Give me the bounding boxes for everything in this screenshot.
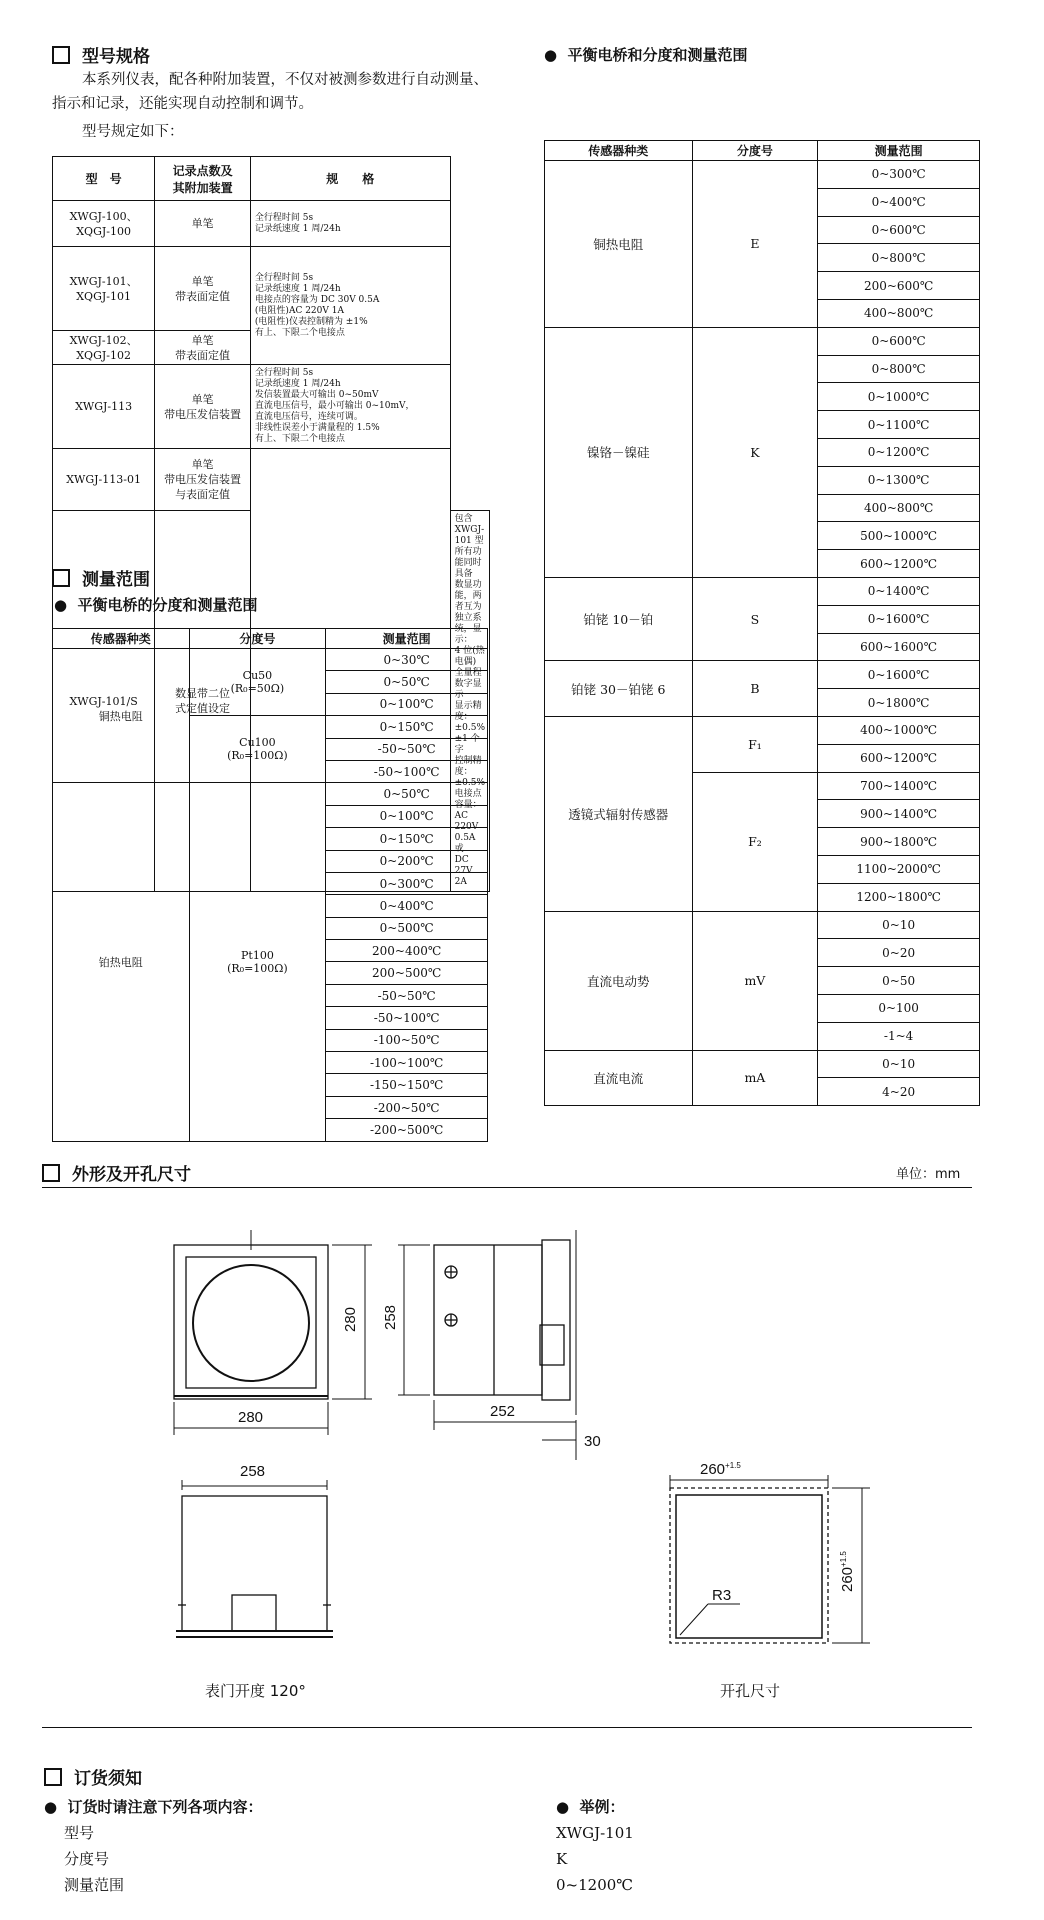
range-cell: -50~50℃ — [326, 738, 488, 760]
range-cell: 0~1100℃ — [818, 411, 980, 439]
range-cell: 400~800℃ — [818, 494, 980, 522]
grad-cell: mV — [692, 911, 818, 1050]
order-bullet: ● 订货时请注意下列各项内容： — [44, 1798, 263, 1816]
attach-cell: 数显带二位 式定值设定 — [155, 511, 251, 892]
range-cell: 0~1600℃ — [818, 605, 980, 633]
grad-cell: F₂ — [692, 772, 818, 911]
grad-cell: K — [692, 327, 818, 577]
sensor-cell: 直流电动势 — [545, 911, 693, 1050]
dimension-drawings — [0, 1190, 1044, 1730]
range-cell: 900~1400℃ — [818, 800, 980, 828]
grad-cell: B — [692, 661, 818, 717]
sensor-cell: 透镜式辐射传感器 — [545, 716, 693, 911]
rtd-range-table — [52, 628, 488, 1142]
range-cell: 0~50℃ — [326, 783, 488, 805]
checkbox-icon — [52, 46, 70, 64]
range-cell: 200~500℃ — [326, 962, 488, 984]
divider — [42, 1187, 972, 1188]
intro-paragraph: 本系列仪表，配各种附加装置，不仅对被测参数进行自动测量、指示和记录，还能实现自动控制和调节。 — [52, 72, 488, 112]
header-cell: 测量范围 — [326, 629, 488, 649]
range-cell: 0~150℃ — [326, 716, 488, 738]
range-cell: -150~150℃ — [326, 1074, 488, 1096]
sensor-cell: 铂热电阻 — [53, 783, 190, 1141]
grad-cell: F₁ — [692, 716, 818, 772]
grad-cell: mA — [692, 1050, 818, 1106]
range-cell: 400~1000℃ — [818, 716, 980, 744]
example-bullet: ● 举例： — [556, 1798, 625, 1816]
header-cell: 传感器种类 — [53, 629, 190, 649]
range-cell: 0~600℃ — [818, 327, 980, 355]
table-row — [53, 649, 488, 671]
table-row — [545, 577, 980, 605]
model-cell: XWGJ-101/S — [53, 511, 155, 892]
section-title-model: 型号规格 — [52, 42, 150, 67]
header-cell: 型 号 — [53, 157, 155, 201]
section-title-dimensions: 外形及开孔尺寸 — [42, 1160, 191, 1185]
table-row — [53, 783, 488, 805]
front-height-label: 280 — [342, 1306, 359, 1332]
range-cell: 0~300℃ — [818, 161, 980, 189]
range-cell: 0~20 — [818, 939, 980, 967]
front-width-label: 280 — [238, 1409, 264, 1426]
header-cell: 规 格 — [250, 157, 450, 201]
unit-label: 单位：mm — [896, 1167, 961, 1182]
table-row — [545, 327, 980, 355]
range-cell: -50~100℃ — [326, 760, 488, 782]
bullet-bridge-range: ● 平衡电桥的分度和测量范围 — [54, 596, 258, 614]
range-cell: 0~100 — [818, 994, 980, 1022]
divider — [42, 1727, 972, 1728]
range-cell: 0~1200℃ — [818, 438, 980, 466]
spec-cell: 包含 XWGJ-101 型所有功能同时具备 数显功能，两者互为独立系统，显示： 4 位(热电偶) 全量程数字显示 显示精度：±0.5%±1 个字 控制精度：±0.5% 电接点容量：AC 220V 0.5A 或 DC 27V 2A — [450, 511, 489, 892]
grad-cell: E — [692, 161, 818, 328]
range-cell: 0~50℃ — [326, 671, 488, 693]
attach-cell: 单笔 带电压发信装置 — [155, 365, 251, 449]
intro-line2: 型号规定如下： — [82, 124, 184, 140]
table-row — [53, 449, 490, 511]
table-row — [545, 911, 980, 939]
model-cell: XWGJ-113-01 — [53, 449, 155, 511]
spec-cell: 全行程时间 5s 记录纸速度 1 周/24h 发信装置最大可输出 0~50mV 直流电压信号，最小可输出 0~10mV， 直流电压信号，连续可调。 非线性误差小于满量程的 1.5% 有上、下限二个电接点 — [250, 365, 450, 449]
range-cell: 200~400℃ — [326, 940, 488, 962]
range-cell: 0~10 — [818, 911, 980, 939]
header-cell: 分度号 — [692, 141, 818, 161]
model-cell: XWGJ-113 — [53, 365, 155, 449]
side-height-label: 258 — [382, 1304, 399, 1330]
sensor-cell: 镍铬－镍硅 — [545, 327, 693, 577]
example-item: 0~1200℃ — [556, 1876, 634, 1894]
sensor-cell: 铜热电阻 — [53, 649, 190, 783]
grad-cell: Cu50 (R₀=50Ω) — [189, 649, 326, 716]
range-cell: 0~150℃ — [326, 828, 488, 850]
range-cell: 0~600℃ — [818, 216, 980, 244]
sensor-cell: 铂铑 30－铂铑 6 — [545, 661, 693, 717]
model-cell: XWGJ-100、 XQGJ-100 — [53, 201, 155, 247]
grad-cell: Cu100 (R₀=100Ω) — [189, 716, 326, 783]
range-cell: 0~100℃ — [326, 805, 488, 827]
range-cell: -100~50℃ — [326, 1029, 488, 1051]
table-row — [53, 365, 490, 449]
range-cell: -1~4 — [818, 1022, 980, 1050]
range-cell: 0~300℃ — [326, 872, 488, 894]
example-item: K — [556, 1850, 568, 1868]
range-cell: 4~20 — [818, 1078, 980, 1106]
attach-cell: 单笔 带电压发信装置 与表面定值 — [155, 449, 251, 511]
side-thick-label: 30 — [584, 1433, 601, 1450]
range-cell: 200~600℃ — [818, 272, 980, 300]
attach-cell: 单笔 — [155, 201, 251, 247]
header-cell: 测量范围 — [818, 141, 980, 161]
table-row — [545, 716, 980, 744]
table-row — [545, 1050, 980, 1078]
order-items — [64, 1820, 124, 1898]
cutout-caption: 开孔尺寸 — [720, 1682, 781, 1700]
spec-cell: 全行程时间 5s 记录纸速度 1 周/24h 电接点的容量为 DC 30V 0.5A (电阻性)AC 220V 1A (电阻性)仪表控制精为 ±1% 有上、下限二个电接点 — [250, 247, 450, 365]
table-row — [545, 661, 980, 689]
cut-width-label: $260^{+1.5}$ — [700, 1461, 741, 1478]
range-cell: 0~1800℃ — [818, 689, 980, 717]
range-cell: 600~1200℃ — [818, 550, 980, 578]
spec-cell: 全行程时间 5s 记录纸速度 1 周/24h — [250, 201, 450, 247]
range-cell: -100~100℃ — [326, 1052, 488, 1074]
table-row — [53, 247, 490, 331]
range-cell: 1100~2000℃ — [818, 855, 980, 883]
range-cell: 0~30℃ — [326, 649, 488, 671]
range-cell: 0~1600℃ — [818, 661, 980, 689]
range-cell: 0~10 — [818, 1050, 980, 1078]
header-cell: 记录点数及 其附加装置 — [155, 157, 251, 201]
sensor-cell: 直流电流 — [545, 1050, 693, 1106]
order-item: 测量范围 — [64, 1876, 125, 1894]
radius-label: R3 — [712, 1587, 732, 1604]
model-cell: XWGJ-102、 XQGJ-102 — [53, 331, 155, 365]
header-cell: 分度号 — [189, 629, 326, 649]
table-row — [53, 201, 490, 247]
range-cell: 0~800℃ — [818, 244, 980, 272]
range-cell: -200~500℃ — [326, 1119, 488, 1141]
range-cell: 0~1300℃ — [818, 466, 980, 494]
range-cell: 0~50 — [818, 967, 980, 995]
range-cell: 0~200℃ — [326, 850, 488, 872]
range-cell: 0~800℃ — [818, 355, 980, 383]
range-cell: 500~1000℃ — [818, 522, 980, 550]
bullet-bridge-grad: ● 平衡电桥和分度和测量范围 — [544, 46, 748, 64]
cut-height-label: $260^{+1.5}$ — [839, 1551, 856, 1592]
header-cell: 传感器种类 — [545, 141, 693, 161]
order-item: 分度号 — [64, 1850, 110, 1868]
section-title-range: 测量范围 — [52, 565, 150, 590]
top-width-label: 258 — [240, 1463, 266, 1480]
checkbox-icon — [42, 1164, 60, 1182]
front-view-frame — [174, 1245, 328, 1399]
range-cell: 0~400℃ — [818, 188, 980, 216]
range-cell: -50~100℃ — [326, 1007, 488, 1029]
checkbox-icon — [52, 569, 70, 587]
range-cell: 400~800℃ — [818, 299, 980, 327]
grad-cell: Pt100 (R₀=100Ω) — [189, 783, 326, 1141]
range-cell: 0~400℃ — [326, 895, 488, 917]
example-item: XWGJ-101 — [556, 1824, 634, 1842]
range-cell: 0~500℃ — [326, 917, 488, 939]
range-cell: 900~1800℃ — [818, 828, 980, 856]
door-caption: 表门开度 120° — [205, 1682, 306, 1700]
range-cell: 0~1000℃ — [818, 383, 980, 411]
sensor-cell: 铂铑 10－铂 — [545, 577, 693, 660]
range-cell: -200~50℃ — [326, 1096, 488, 1118]
attach-cell: 单笔 带表面定值 — [155, 331, 251, 365]
checkbox-icon — [44, 1768, 62, 1786]
grad-cell: S — [692, 577, 818, 660]
thermocouple-range-table — [544, 140, 980, 1106]
order-item: 型号 — [64, 1824, 95, 1842]
model-cell: XWGJ-101、 XQGJ-101 — [53, 247, 155, 331]
sensor-cell: 铜热电阻 — [545, 161, 693, 328]
range-cell: 0~100℃ — [326, 693, 488, 715]
section-title-order: 订货须知 — [44, 1764, 142, 1789]
range-cell: 600~1200℃ — [818, 744, 980, 772]
attach-cell: 单笔 带表面定值 — [155, 247, 251, 331]
range-cell: -50~50℃ — [326, 984, 488, 1006]
range-cell: 700~1400℃ — [818, 772, 980, 800]
side-depth-label: 252 — [490, 1403, 516, 1420]
range-cell: 1200~1800℃ — [818, 883, 980, 911]
range-cell: 600~1600℃ — [818, 633, 980, 661]
table-row — [545, 161, 980, 189]
range-cell: 0~1400℃ — [818, 577, 980, 605]
example-items — [556, 1820, 634, 1898]
